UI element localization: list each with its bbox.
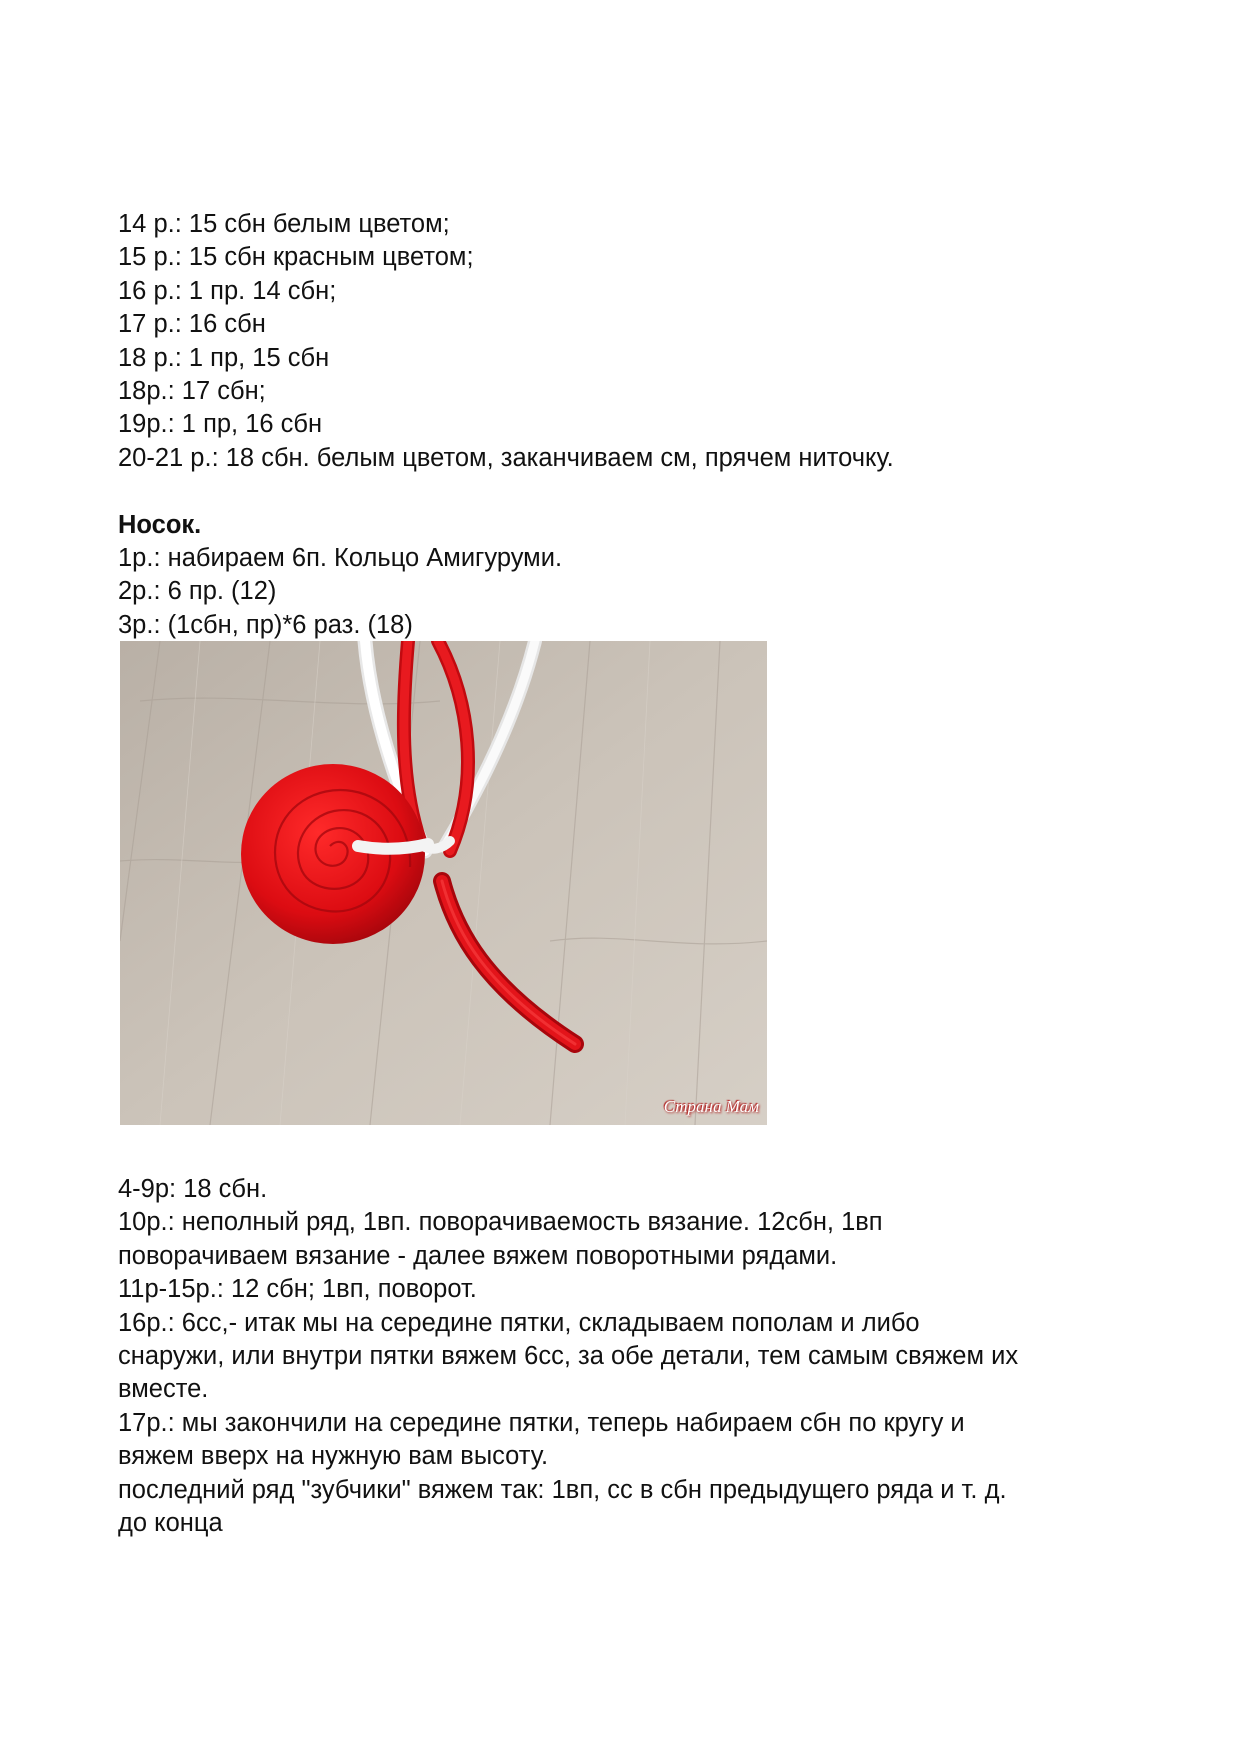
rows-14-21-block — [118, 208, 1168, 642]
text-line: 16р.: 6сс,- итак мы на середине пятки, складываем пополам и либо — [118, 1308, 920, 1337]
section-heading: Носок. — [118, 510, 202, 539]
text-line: 2р.: 6 пр. (12) — [118, 577, 277, 606]
text-line: вяжем вверх на нужную вам высоту. — [118, 1442, 549, 1471]
text-line: 14 р.: 15 сбн белым цветом; — [118, 210, 450, 238]
crochet-photo — [120, 641, 767, 1125]
rows-4-17-block — [118, 1173, 1168, 1540]
text-line: вместе. — [118, 1375, 209, 1404]
text-line: 20-21 р.: 18 сбн. белым цветом, заканчиваем см, прячем ниточку. — [118, 443, 894, 472]
text-line: 4-9р: 18 сбн. — [118, 1175, 268, 1203]
text-line: 18р.: 17 сбн; — [118, 377, 266, 406]
text-line: 10р.: неполный ряд, 1вп. поворачиваемость вязание. 12сбн, 1вп — [118, 1208, 883, 1237]
text-line: 19р.: 1 пр, 16 сбн — [118, 410, 323, 439]
text-line: 1р.: набираем 6п. Кольцо Амигуруми. — [118, 544, 563, 573]
text-line: 15 р.: 15 сбн красным цветом; — [118, 243, 474, 272]
text-line: до конца — [118, 1509, 223, 1538]
text-line: 17р.: мы закончили на середине пятки, теперь набираем сбн по кругу и — [118, 1408, 965, 1437]
text-line: поворачиваем вязание - далее вяжем поворотными рядами. — [118, 1241, 838, 1270]
text-line: 16 р.: 1 пр. 14 сбн; — [118, 276, 337, 305]
text-line: 11р-15р.: 12 сбн; 1вп, поворот. — [118, 1275, 477, 1304]
watermark-logo: Страна Мам — [663, 1097, 759, 1116]
text-line: снаружи, или внутри пятки вяжем 6сс, за обе детали, тем самым свяжем их — [118, 1342, 1019, 1371]
text-line: 18 р.: 1 пр, 15 сбн — [118, 343, 330, 372]
text-line: 3р.: (1сбн, пр)*6 раз. (18) — [118, 610, 413, 639]
paragraph-gap — [118, 475, 1168, 508]
text-line: последний ряд "зубчики" вяжем так: 1вп, сс в сбн предыдущего ряда и т. д. — [118, 1475, 1007, 1504]
text-line: 17 р.: 16 сбн — [118, 310, 266, 339]
